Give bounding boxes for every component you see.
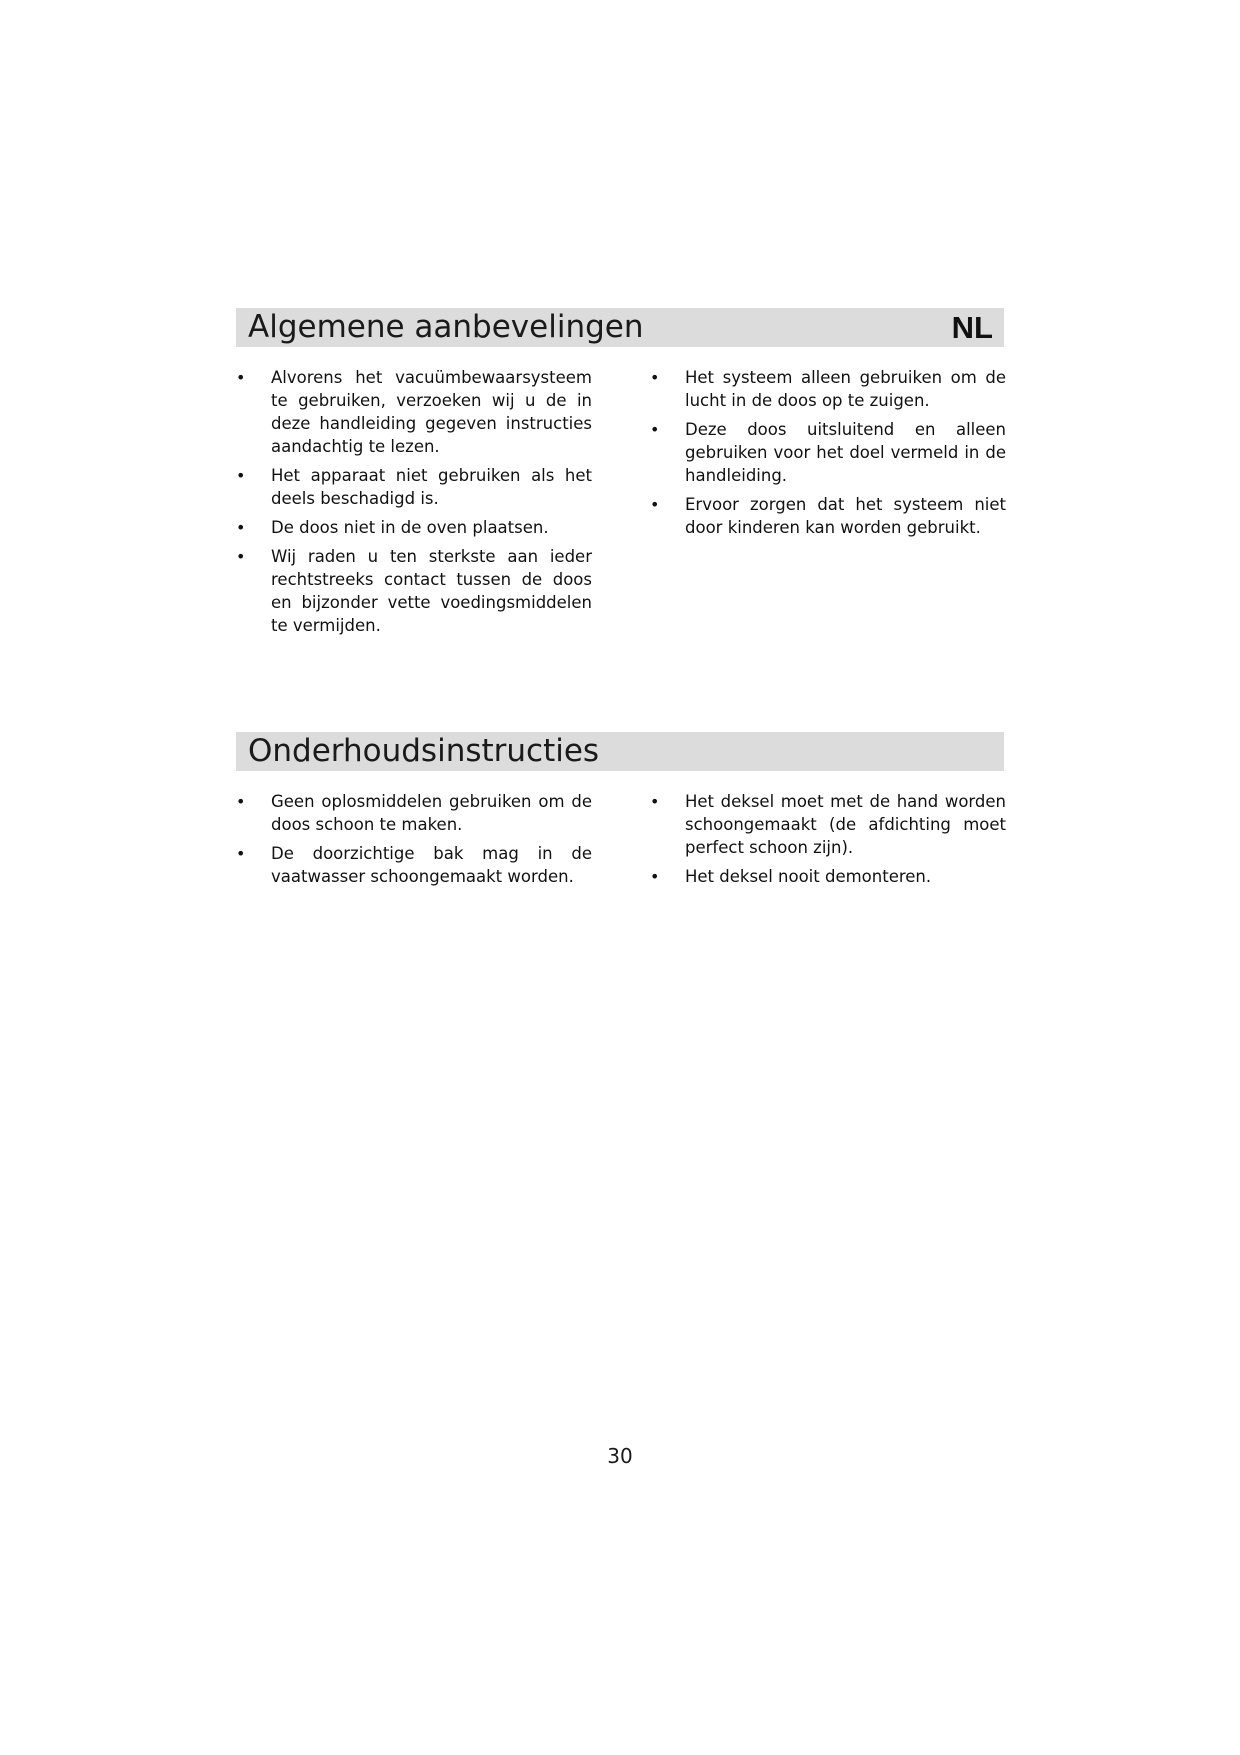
left-column bbox=[236, 790, 592, 894]
bullet-list bbox=[236, 366, 592, 637]
section-title: Onderhoudsinstructies bbox=[248, 733, 600, 769]
bullet-icon: • bbox=[236, 518, 246, 537]
left-column bbox=[236, 366, 592, 643]
section-heading-bar bbox=[236, 732, 1004, 771]
bullet-icon: • bbox=[236, 547, 246, 566]
list-item: • De doos niet in de oven plaatsen. bbox=[236, 518, 549, 537]
right-column bbox=[650, 366, 1006, 545]
list-item: • Alvorens het vacuümbewaarsysteem te gebruiken, verzoeken wij u de in deze handleiding gegeven instructies aandachtig te lezen. bbox=[236, 368, 592, 456]
list-item: • Het apparaat niet gebruiken als het deels beschadigd is. bbox=[236, 466, 592, 508]
list-item: • Ervoor zorgen dat het systeem niet door kinderen kan worden gebruikt. bbox=[650, 495, 1006, 537]
bullet-icon: • bbox=[236, 466, 246, 485]
page-number: 30 bbox=[607, 1444, 633, 1468]
list-item: • Geen oplosmiddelen gebruiken om de doos schoon te maken. bbox=[236, 792, 592, 834]
bullet-icon: • bbox=[650, 368, 660, 387]
section-heading-bar bbox=[236, 308, 1004, 347]
bullet-icon: • bbox=[236, 844, 246, 863]
bullet-icon: • bbox=[236, 368, 246, 387]
list-item: • De doorzichtige bak mag in de vaatwasser schoongemaakt worden. bbox=[236, 844, 592, 886]
section-general-recommendations bbox=[236, 308, 1004, 666]
two-column-text bbox=[236, 790, 1004, 1090]
bullet-icon: • bbox=[650, 792, 660, 811]
bullet-icon: • bbox=[650, 495, 660, 514]
section-maintenance-instructions bbox=[236, 732, 1004, 1090]
section-title: Algemene aanbevelingen bbox=[248, 309, 644, 345]
list-item: • Wij raden u ten sterkste aan ieder rechtstreeks contact tussen de doos en bijzonder vette voedingsmiddelen te vermijden. bbox=[236, 547, 592, 635]
right-column bbox=[650, 790, 1006, 894]
bullet-icon: • bbox=[650, 420, 660, 439]
list-item: • Het deksel moet met de hand worden schoongemaakt (de afdichting moet perfect schoon zijn). bbox=[650, 792, 1006, 857]
list-item: • Het deksel nooit demonteren. bbox=[650, 867, 932, 886]
bullet-list bbox=[236, 790, 592, 888]
language-code-badge: NL bbox=[951, 310, 993, 345]
two-column-text bbox=[236, 366, 1004, 666]
list-item: • Deze doos uitsluitend en alleen gebruiken voor het doel vermeld in de handleiding. bbox=[650, 420, 1006, 485]
bullet-list bbox=[650, 366, 1006, 539]
list-item: • Het systeem alleen gebruiken om de lucht in de doos op te zuigen. bbox=[650, 368, 1006, 410]
bullet-icon: • bbox=[650, 867, 660, 886]
bullet-list bbox=[650, 790, 1006, 888]
bullet-icon: • bbox=[236, 792, 246, 811]
